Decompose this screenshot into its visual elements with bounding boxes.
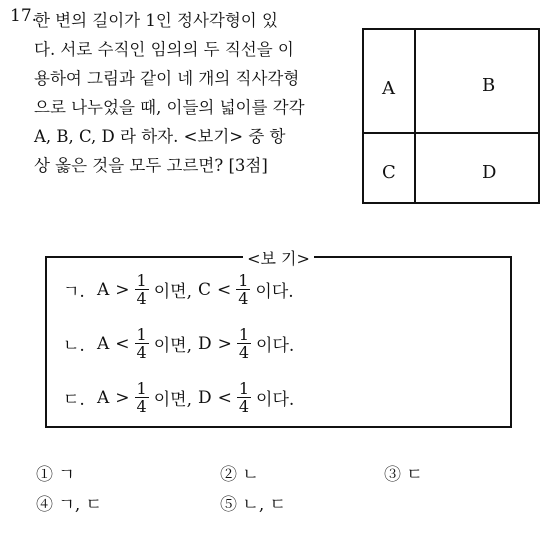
item-rhs: C: [197, 279, 211, 300]
item-cond: 이면,: [153, 336, 192, 356]
fraction: $\frac{1}{4}$: [238, 271, 249, 308]
bogi-item: [63, 380, 294, 415]
item-mark: ㄱ.: [63, 282, 85, 302]
bogi-item: [63, 326, 294, 361]
question-number: 17.: [10, 6, 38, 26]
item-mark: ㄷ.: [63, 390, 85, 410]
region-label-b: B: [482, 75, 496, 96]
fraction: $\frac{1}{4}$: [238, 325, 250, 362]
item-rhs: D: [197, 333, 212, 354]
item-op: >: [115, 279, 130, 300]
fraction: $\frac{1}{4}$: [136, 325, 147, 362]
bogi-item: [63, 272, 294, 307]
item-end: 이다.: [256, 390, 295, 410]
region-label-a: A: [382, 78, 395, 99]
bogi-title: <보 기>: [47, 246, 510, 269]
choice-1[interactable]: ① ㄱ: [36, 465, 75, 485]
question-line: 용하여 그림과 같이 네 개의 직사각형: [34, 69, 300, 88]
region-label-c: C: [382, 162, 396, 183]
item-mark: ㄴ.: [63, 336, 85, 356]
question-line: 다. 서로 수직인 임의의 두 직선을 이: [34, 40, 294, 59]
item-end: 이다.: [256, 336, 295, 356]
fraction: $\frac{1}{4}$: [136, 379, 147, 416]
item-end: 이다.: [255, 282, 294, 302]
choice-4[interactable]: ④ ㄱ, ㄷ: [36, 495, 103, 515]
item-op: <: [217, 387, 232, 408]
bogi-box: [45, 249, 512, 428]
item-op: >: [217, 333, 232, 354]
item-op: >: [115, 387, 130, 408]
region-label-d: D: [482, 162, 497, 183]
question-line: 상 옳은 것을 모두 고르면? [3점]: [34, 156, 268, 175]
item-rhs: D: [197, 387, 212, 408]
question-line: 으로 나누었을 때, 이들의 넓이를 각각: [34, 98, 305, 117]
choice-3[interactable]: ③ ㄷ: [384, 465, 423, 485]
question-line: A, B, C, D 라 하자. <보기> 중 항: [34, 127, 286, 146]
choice-5[interactable]: ⑤ ㄴ, ㄷ: [220, 495, 287, 515]
item-op: <: [216, 279, 232, 300]
item-cond: 이면,: [153, 282, 192, 302]
item-lhs: A: [97, 333, 110, 354]
question-text: [34, 6, 354, 180]
item-lhs: A: [97, 279, 110, 300]
horizontal-divider: [364, 132, 538, 134]
fraction: $\frac{1}{4}$: [136, 271, 147, 308]
item-cond: 이면,: [153, 390, 192, 410]
item-lhs: A: [97, 387, 110, 408]
question-line: 한 변의 길이가 1인 정사각형이 있: [34, 11, 278, 30]
vertical-divider: [414, 30, 416, 202]
square-figure: [362, 28, 540, 204]
choice-2[interactable]: ② ㄴ: [220, 465, 259, 485]
item-op: <: [115, 333, 130, 354]
fraction: $\frac{1}{4}$: [238, 379, 250, 416]
